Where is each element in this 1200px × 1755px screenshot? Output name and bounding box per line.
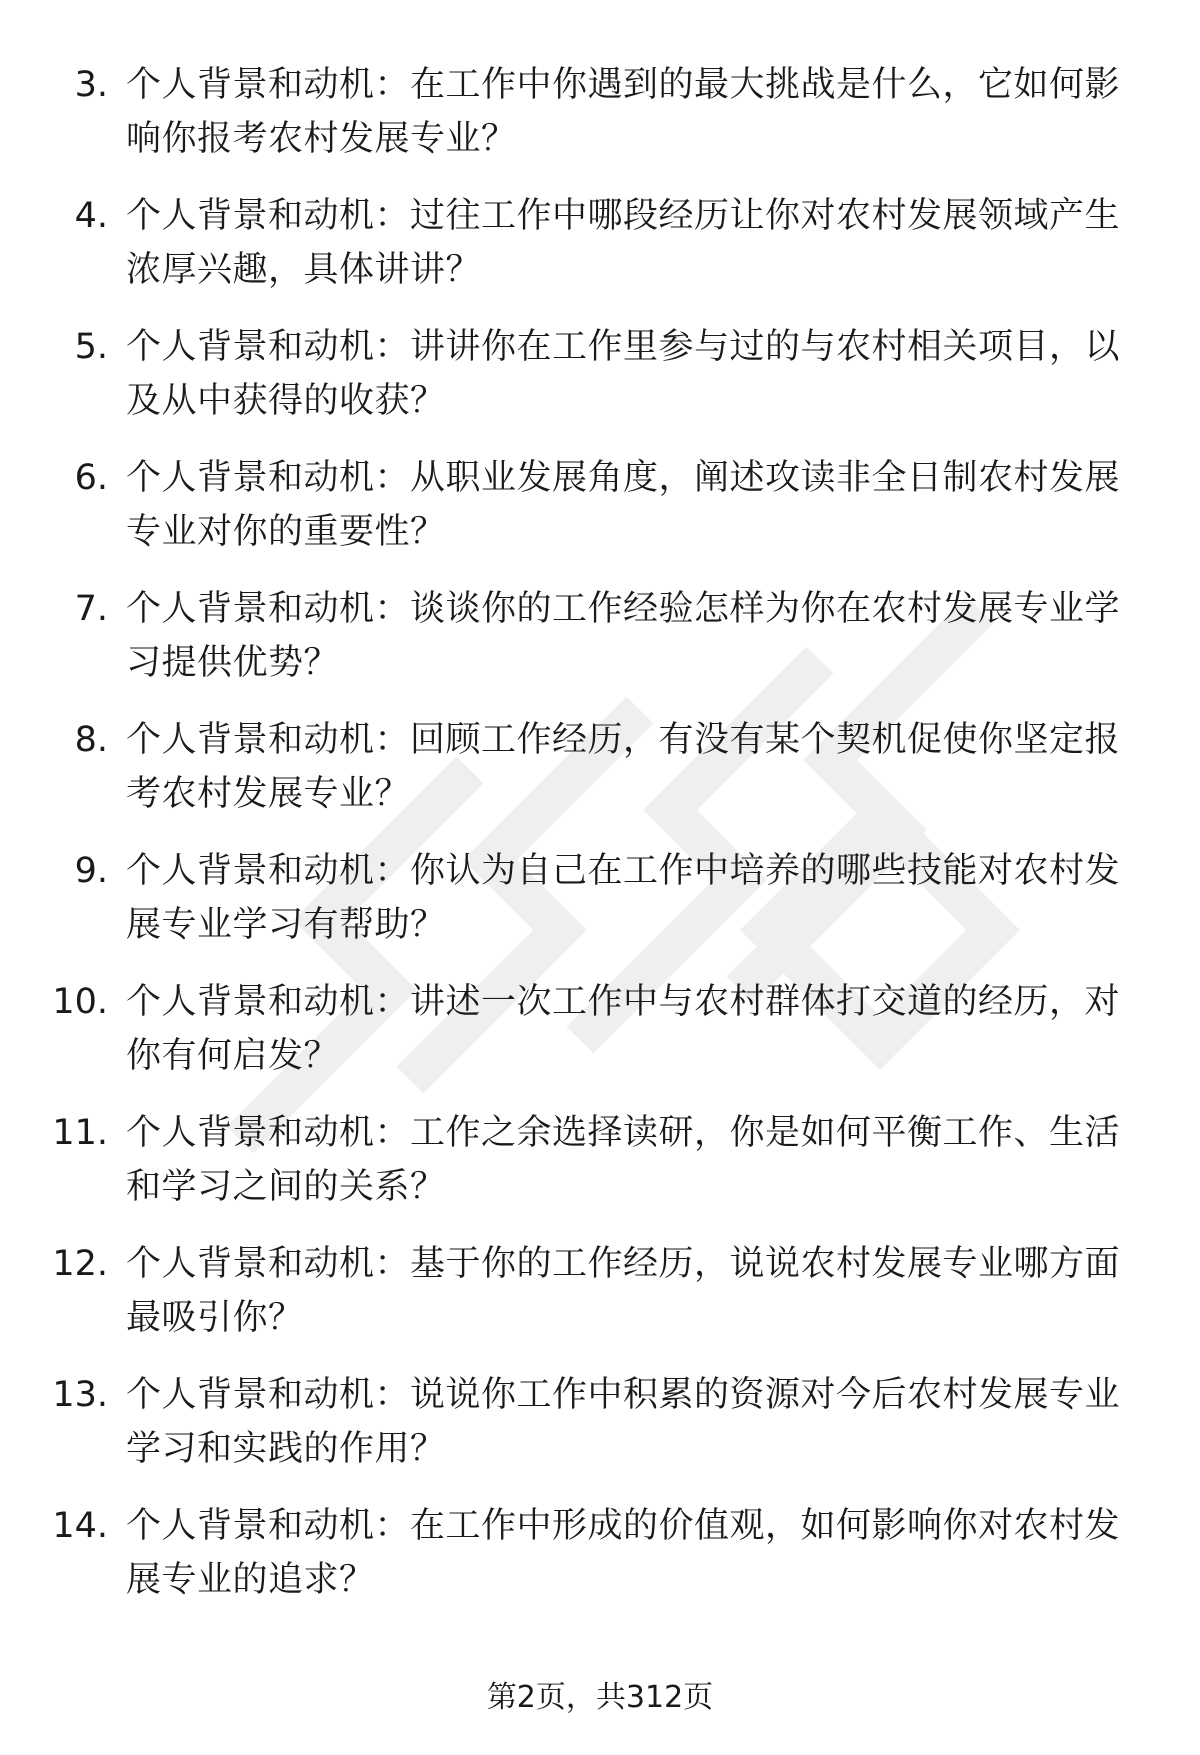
item-text: 个人背景和动机：在工作中你遇到的最大挑战是什么，它如何影响你报考农村发展专业？	[126, 65, 1121, 159]
item-number: 7.	[74, 589, 108, 629]
list-item	[0, 582, 1200, 713]
item-number: 4.	[74, 196, 108, 236]
page-footer: 第2页，共312页	[486, 1680, 714, 1715]
list-item	[0, 1106, 1200, 1237]
item-text: 个人背景和动机：你认为自己在工作中培养的哪些技能对农村发展专业学习有帮助？	[126, 851, 1121, 945]
item-number: 9.	[74, 851, 108, 891]
item-number: 3.	[74, 65, 108, 105]
list-item	[0, 58, 1200, 189]
question-list	[0, 58, 1200, 1630]
item-number: 14.	[52, 1506, 108, 1546]
list-item	[0, 1368, 1200, 1499]
item-text: 个人背景和动机：基于你的工作经历，说说农村发展专业哪方面最吸引你？	[126, 1244, 1121, 1338]
item-text: 个人背景和动机：谈谈你的工作经验怎样为你在农村发展专业学习提供优势？	[126, 589, 1121, 683]
item-text: 个人背景和动机：在工作中形成的价值观，如何影响你对农村发展专业的追求？	[126, 1506, 1121, 1600]
list-item	[0, 713, 1200, 844]
list-item	[0, 1499, 1200, 1630]
item-number: 8.	[74, 720, 108, 760]
list-item	[0, 320, 1200, 451]
item-text: 个人背景和动机：说说你工作中积累的资源对今后农村发展专业学习和实践的作用？	[126, 1375, 1121, 1469]
item-text: 个人背景和动机：工作之余选择读研，你是如何平衡工作、生活和学习之间的关系？	[126, 1113, 1121, 1207]
item-number: 11.	[52, 1113, 108, 1153]
item-number: 10.	[52, 982, 108, 1022]
list-item	[0, 451, 1200, 582]
item-text: 个人背景和动机：回顾工作经历，有没有某个契机促使你坚定报考农村发展专业？	[126, 720, 1121, 814]
item-text: 个人背景和动机：过往工作中哪段经历让你对农村发展领域产生浓厚兴趣，具体讲讲？	[126, 196, 1121, 290]
list-item	[0, 1237, 1200, 1368]
item-text: 个人背景和动机：讲述一次工作中与农村群体打交道的经历，对你有何启发？	[126, 982, 1121, 1076]
item-number: 12.	[52, 1244, 108, 1284]
item-number: 6.	[74, 458, 108, 498]
list-item	[0, 189, 1200, 320]
list-item	[0, 844, 1200, 975]
item-text: 个人背景和动机：讲讲你在工作里参与过的与农村相关项目，以及从中获得的收获？	[126, 327, 1121, 421]
item-number: 13.	[52, 1375, 108, 1415]
item-number: 5.	[74, 327, 108, 367]
list-item	[0, 975, 1200, 1106]
item-text: 个人背景和动机：从职业发展角度，阐述攻读非全日制农村发展专业对你的重要性？	[126, 458, 1121, 552]
